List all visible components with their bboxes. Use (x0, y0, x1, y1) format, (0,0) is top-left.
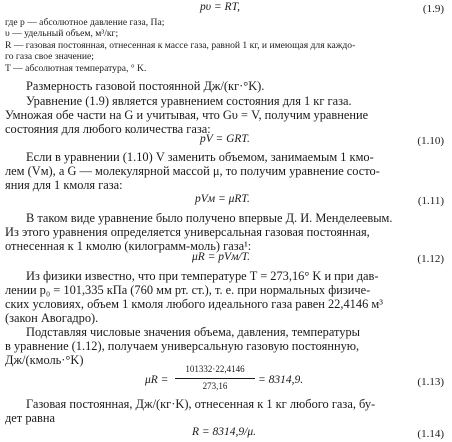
equation-number-1-9: (1.9) (422, 3, 444, 15)
definition-r-cont: го газа свое значение; (5, 51, 94, 62)
paragraph-line: дет равна (5, 411, 55, 425)
paragraph-line: В таком виде уравнение было получено впервые Д. И. Менделеевым. (26, 211, 393, 225)
paragraph-line: ских условиях, объем 1 кмоля любого идеального газа равен 22,4146 м³ (5, 297, 383, 311)
paragraph-line: в уравнение (1.12), получаем универсальную газовую постоянную, (5, 339, 360, 353)
equation-1-13-rhs: = 8314,9. (258, 374, 304, 386)
equation-1-13-denominator: 273,16 (202, 381, 228, 391)
definition-t: T — абсолютная температура, ° K. (5, 63, 147, 74)
paragraph-line: яния для 1 кмоля газа: (5, 178, 123, 192)
equation-1-9: pυ = RT, (200, 1, 240, 13)
paragraph-line: отнесенная к 1 кмолю (килограмм-моль) газа¹: (5, 239, 252, 253)
equation-number-1-13: (1.13) (417, 376, 444, 388)
paragraph-line: Умножая обе части на G и учитывая, что Gυ = V, получим уравнение (5, 108, 369, 122)
paragraph-line: Газовая постоянная, Дж/(кг·K), отнесенная к 1 кг любого газа, бу- (26, 397, 376, 411)
paragraph-line: лем (Vм), а G — молекулярной массой μ, то получим уравнение состо- (5, 164, 380, 178)
paragraph-line: Уравнение (1.9) является уравнением состояния для 1 кг газа. (26, 94, 352, 108)
paragraph-line: (закон Авогадро). (5, 311, 99, 325)
definition-v: υ — удельный объем, м³/кг; (5, 28, 119, 39)
equation-number-1-11: (1.11) (417, 195, 444, 207)
equation-number-1-10: (1.10) (417, 135, 444, 147)
definition-r: R — газовая постоянная, отнесенная к массе газа, равной 1 кг, и имеющая для каждо- (5, 40, 356, 51)
paragraph-line: Дж/(кмоль·°K) (5, 353, 84, 367)
equation-1-13-numerator: 101332·22,4146 (185, 364, 245, 374)
equation-1-10: pV = GRT. (200, 133, 250, 145)
definition-p: где p — абсолютное давление газа, Па; (5, 17, 165, 28)
paragraph-line: Из этого уравнения определяется универсальная газовая постоянная, (5, 225, 370, 239)
paragraph-line: состояния для любого количества газа: (5, 122, 211, 136)
equation-number-1-12: (1.12) (417, 253, 444, 265)
paragraph-line: Подставляя числовые значения объема, давления, температуры (26, 325, 360, 339)
fraction-bar (175, 378, 255, 379)
equation-1-11: pVм = μRT. (195, 193, 250, 205)
equation-1-14: R = 8314,9/μ. (192, 426, 257, 438)
equation-1-12: μR = pVм/T. (192, 251, 251, 263)
paragraph-line: Если в уравнении (1.10) V заменить объемом, занимаемым 1 кмо- (26, 150, 374, 164)
paragraph-line: Из физики известно, что при температуре T = 273,16° K и при дав- (26, 269, 379, 283)
paragraph-line: лении p₀ = 101,335 кПа (760 мм рт. ст.), т. е. при нормальных физиче- (5, 283, 371, 297)
equation-1-13-lhs: μR = (145, 374, 169, 386)
paragraph-units: Размерность газовой постоянной Дж/(кг·°K). (26, 79, 265, 93)
equation-number-1-14: (1.14) (417, 428, 444, 440)
